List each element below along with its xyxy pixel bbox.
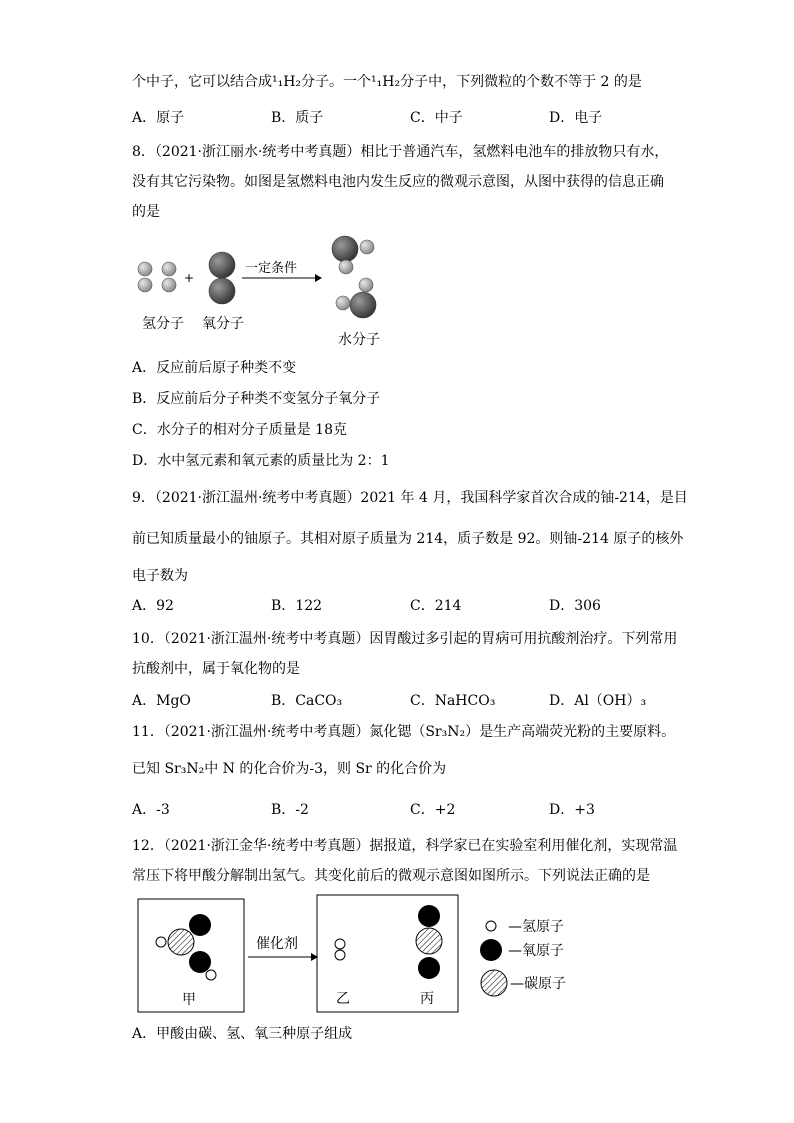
q11-stem-line-1: 11．（2021·浙江温州·统考中考真题）氮化锶（Sr₃N₂）是生产高端荧光粉的主要原料。 (132, 724, 676, 740)
q7-option-a: A．原子 (132, 110, 185, 126)
q11-option-b: B．-2 (271, 802, 309, 818)
q9-option-a: A．92 (132, 598, 174, 614)
plus-sign: + (184, 271, 195, 285)
h2-molecule-2 (162, 262, 176, 292)
label-h2o: 水分子 (338, 332, 380, 348)
q7-option-c: C．中子 (410, 110, 463, 126)
legend-h-symbol (486, 921, 496, 931)
q9-option-d: D．306 (549, 598, 601, 614)
q8-option-b: B．反应前后分子种类不变氢分子氧分子 (132, 391, 381, 407)
q10-stem-line-2: 抗酸剂中，属于氧化物的是 (132, 661, 300, 677)
q8-stem-line-3: 的是 (132, 204, 160, 220)
q12-option-a: A．甲酸由碳、氢、氧三种原子组成 (132, 1026, 353, 1042)
legend-h-text: —氢原子 (508, 919, 564, 935)
q7-option-b: B．质子 (271, 110, 324, 126)
q11-option-c: C．+2 (410, 802, 456, 818)
arrow-head (315, 274, 322, 282)
q10-option-b: B．CaCO₃ (271, 693, 343, 709)
label-o2: 氧分子 (202, 316, 244, 332)
q10-option-d: D．Al（OH）₃ (549, 693, 647, 709)
legend-c-text: —碳原子 (510, 976, 566, 992)
hydrogen-molecule (335, 939, 345, 960)
q8-option-c: C．水分子的相对分子质量是 18克 (132, 422, 347, 438)
formic-acid-molecule (156, 914, 216, 980)
q9-stem-line-2: 前已知质量最小的铀原子。其相对原子质量为 214，质子数是 92。则铀-214 原子的核外 (132, 531, 684, 547)
label-bing: 丙 (420, 991, 434, 1007)
q12-reaction-figure (130, 893, 590, 1018)
o2-molecule (209, 252, 235, 304)
q8-option-a: A．反应前后原子种类不变 (132, 360, 297, 376)
q8-reaction-figure (130, 230, 400, 355)
label-yi: 乙 (336, 991, 350, 1007)
q11-stem-line-2: 已知 Sr₃N₂中 N 的化合价为-3，则 Sr 的化合价为 (132, 761, 447, 777)
h2o-molecule-1 (332, 236, 374, 274)
q9-option-b: B．122 (271, 598, 323, 614)
co2-molecule (416, 905, 442, 979)
q10-stem-line-1: 10．（2021·浙江温州·统考中考真题）因胃酸过多引起的胃病可用抗酸剂治疗。下列常用 (132, 631, 678, 647)
label-jia: 甲 (182, 992, 196, 1008)
q8-stem-line-2: 没有其它污染物。如图是氢燃料电池内发生反应的微观示意图，从图中获得的信息正确 (132, 174, 664, 190)
q12-stem-line-2: 常压下将甲酸分解制出氢气。其变化前后的微观示意图如图所示。下列说法正确的是 (132, 868, 650, 884)
legend-o-text: —氧原子 (508, 943, 564, 959)
q10-option-a: A．MgO (132, 693, 191, 709)
q11-option-d: D．+3 (549, 802, 595, 818)
legend-c-symbol (481, 970, 507, 996)
q9-stem-line-1: 9．（2021·浙江温州·统考中考真题）2021 年 4 月，我国科学家首次合成的铀-214，是目 (132, 490, 688, 506)
q12-stem-line-1: 12．（2021·浙江金华·统考中考真题）据报道，科学家已在实验室利用催化剂，实现常温 (132, 838, 678, 854)
h2o-molecule-2 (336, 278, 376, 318)
label-h2: 氢分子 (142, 316, 184, 332)
q8-option-d: D．水中氢元素和氧元素的质量比为 2：1 (132, 453, 390, 469)
catalyst-label: 催化剂 (256, 936, 298, 952)
q9-stem-line-3: 电子数为 (132, 568, 188, 584)
q7-line: 个中子，它可以结合成¹₁H₂分子。一个¹₁H₂分子中，下列微粒的个数不等于 2 的是 (132, 74, 642, 90)
q11-option-a: A．-3 (132, 802, 170, 818)
q10-option-c: C．NaHCO₃ (410, 693, 496, 709)
q7-option-d: D．电子 (549, 110, 603, 126)
arrow-condition-label: 一定条件 (245, 261, 298, 276)
q8-stem-line-1: 8．（2021·浙江丽水·统考中考真题）相比于普通汽车，氢燃料电池车的排放物只有水， (132, 144, 669, 160)
q9-option-c: C．214 (410, 598, 462, 614)
legend-o-symbol (480, 939, 502, 961)
h2-molecule-1 (138, 262, 152, 292)
